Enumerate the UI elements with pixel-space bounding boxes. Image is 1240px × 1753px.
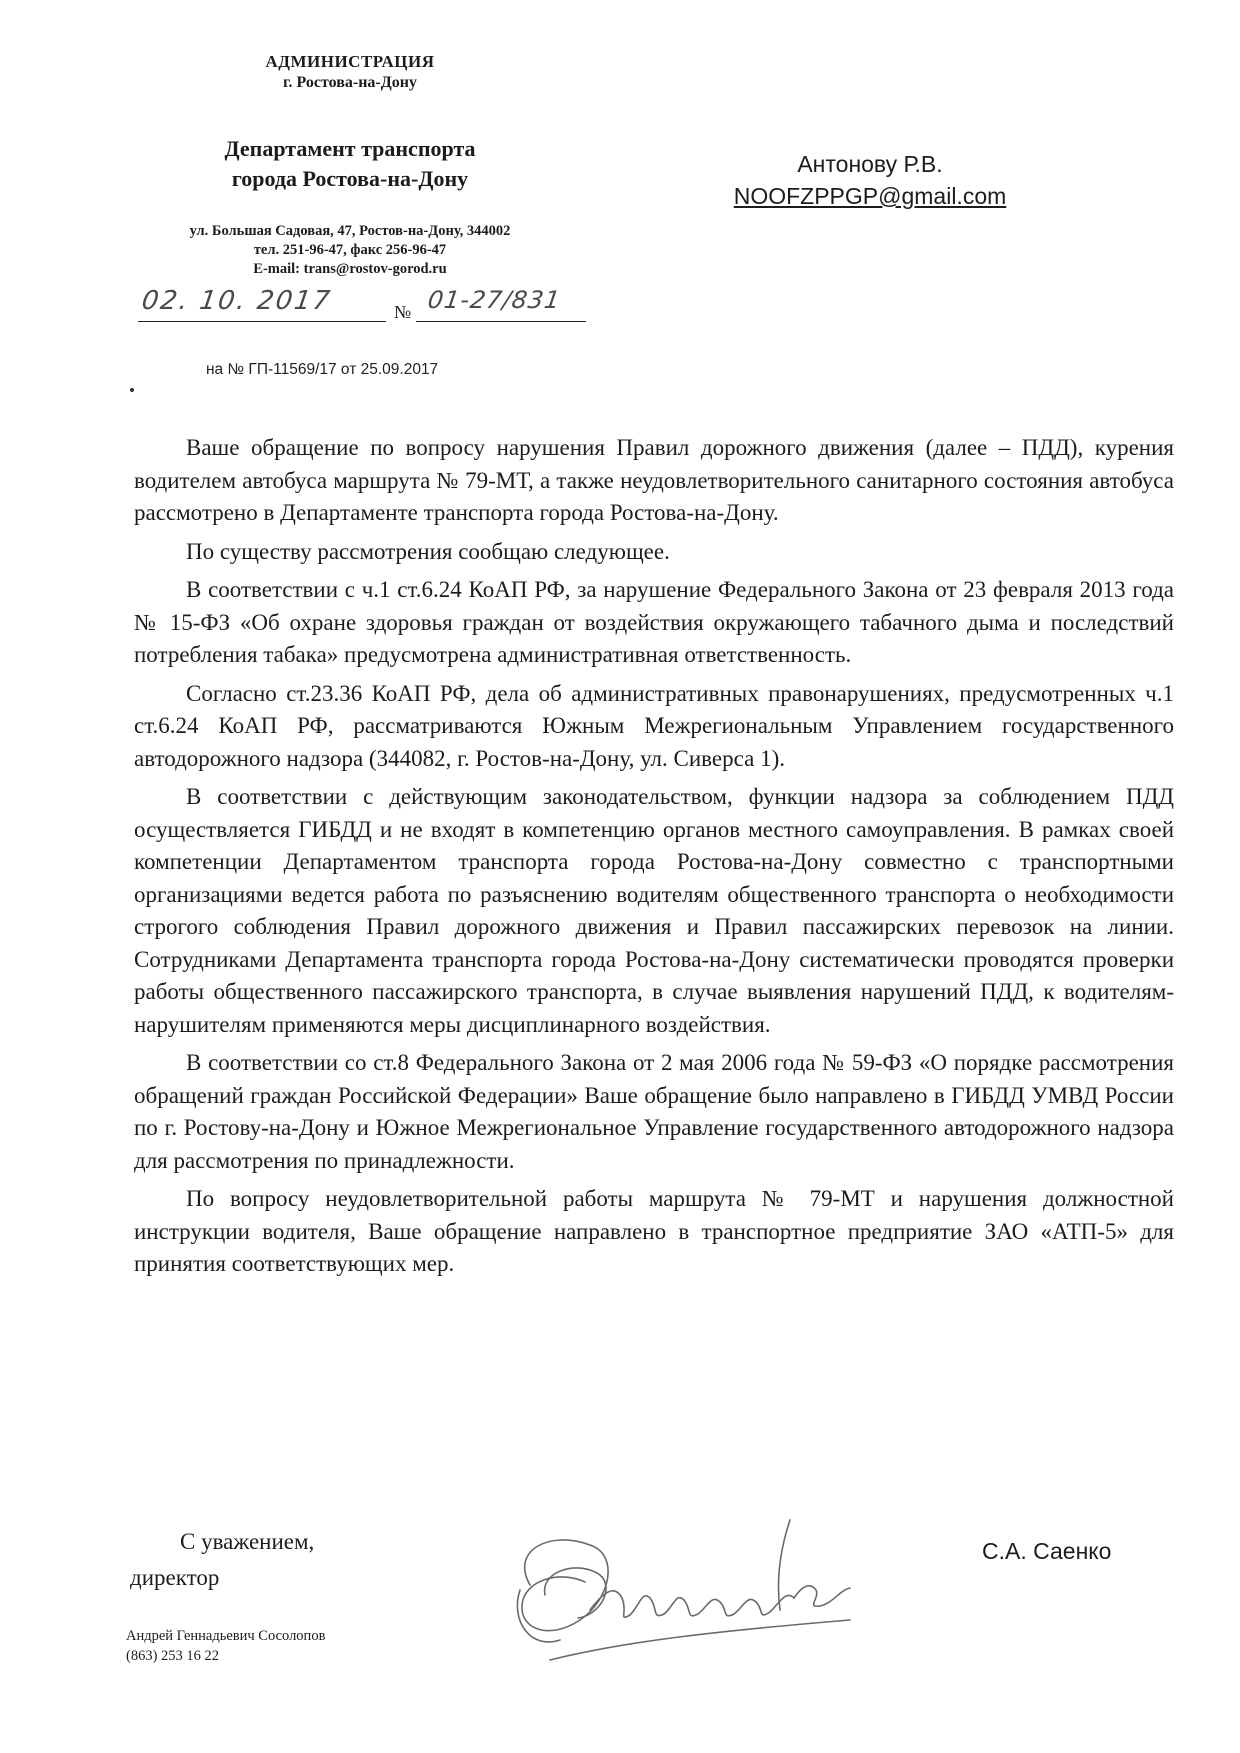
signer-name: С.А. Саенко xyxy=(982,1538,1112,1564)
body-paragraph: В соответствии с ч.1 ст.6.24 КоАП РФ, за нарушение Федерального Закона от 23 февраля 2013 года № 15-ФЗ «Об охране здоровья граждан от воздействия окружающего табачного дыма и последствий потребления табака» предусмотрена административная ответственность. xyxy=(134,577,1174,667)
body-paragraph: По вопросу неудовлетворительной работы маршрута № 79-МТ и нарушения должностной инструкции водителя, Ваше обращение направлено в транспортное предприятие ЗАО «АТП-5» для принятия соответствующих мер. xyxy=(134,1186,1174,1276)
outgoing-registration xyxy=(128,284,598,324)
executor-name: Андрей Геннадьевич Сосолопов xyxy=(126,1628,326,1644)
number-underline xyxy=(416,321,586,322)
executor-info xyxy=(126,1626,325,1666)
executor-phone: (863) 253 16 22 xyxy=(126,1648,220,1664)
body-paragraph: Ваше обращение по вопросу нарушения Правил дорожного движения (далее – ПДД), курения водителем автобуса маршрута № 79-МТ, а также неудовлетворительного санитарного состояния автобуса рассмотрено в Департаменте транспорта города Ростова-на-Дону. xyxy=(134,435,1174,525)
outgoing-number: 01-27/831 xyxy=(426,286,563,314)
number-sign: № xyxy=(394,302,412,322)
department-email: E-mail: trans@rostov-gorod.ru xyxy=(253,261,447,277)
incoming-reference: на № ГП-11569/17 от 25.09.2017 xyxy=(206,361,439,378)
department-address: ул. Большая Садовая, 47, Ростов-на-Дону, 344002 xyxy=(189,223,511,239)
scan-speck xyxy=(130,388,134,392)
organization-name: АДМИНИСТРАЦИЯ xyxy=(265,52,435,71)
addressee-email: NOOFZPPGP@gmail.com xyxy=(733,183,1007,209)
letterhead xyxy=(120,52,580,194)
closing-regards: С уважением, xyxy=(180,1529,315,1554)
addressee xyxy=(700,148,1040,212)
body-paragraph: В соответствии со ст.8 Федерального Закона от 2 мая 2006 года № 59-ФЗ «О порядке рассмотрения обращений граждан Российской Федерации» Ваше обращение было направлено в ГИБДД УМВД России по г. Ростову-на-Дону и Южное Межрегиональное Управление государственного автодорожного надзора для рассмотрения по принадлежности. xyxy=(134,1050,1174,1173)
body-paragraph: Согласно ст.23.36 КоАП РФ, дела об административных правонарушениях, предусмотренных ч.1 ст.6.24 КоАП РФ, рассматриваются Южным Межрегиональным Управлением государственного автодорожного надзора (344082, г. Ростов-на-Дону, ул. Сиверса 1). xyxy=(134,680,1174,771)
body-paragraph: По существу рассмотрения сообщаю следующее. xyxy=(186,538,670,564)
outgoing-date: 02. 10. 2017 xyxy=(139,286,334,316)
department-phone-fax: тел. 251-96-47, факс 256-96-47 xyxy=(253,242,447,258)
department-contacts xyxy=(120,222,580,279)
date-underline xyxy=(138,321,386,322)
letter-body xyxy=(134,432,1174,1287)
addressee-name: Антонову Р.В. xyxy=(797,151,943,177)
closing-position: директор xyxy=(130,1565,220,1590)
body-paragraph: В соответствии с действующим законодательством, функции надзора за соблюдением ПДД осуществляется ГИБДД и не входят в компетенцию органов местного самоуправления. В рамках своей компетенции Департаментом транспорта города Ростова-на-Дону совместно с транспортными организациями ведется работа по разъяснению водителям общественного транспорта о необходимости строгого соблюдения Правил дорожного движения и Правил пассажирских перевозок на линии. Сотрудниками Департамента транспорта города Ростова-на-Дону систематически проводятся проверки работы общественного пассажирского транспорта, в случае выявления нарушений ПДД, к водителям-нарушителям применяются меры дисциплинарного воздействия. xyxy=(134,784,1174,1037)
department-line-2: города Ростова-на-Дону xyxy=(231,166,469,191)
organization-city: г. Ростова-на-Дону xyxy=(283,74,417,91)
signature-image xyxy=(490,1490,910,1690)
department-line-1: Департамент транспорта xyxy=(224,136,476,161)
department-name xyxy=(120,134,580,194)
closing xyxy=(130,1524,314,1596)
